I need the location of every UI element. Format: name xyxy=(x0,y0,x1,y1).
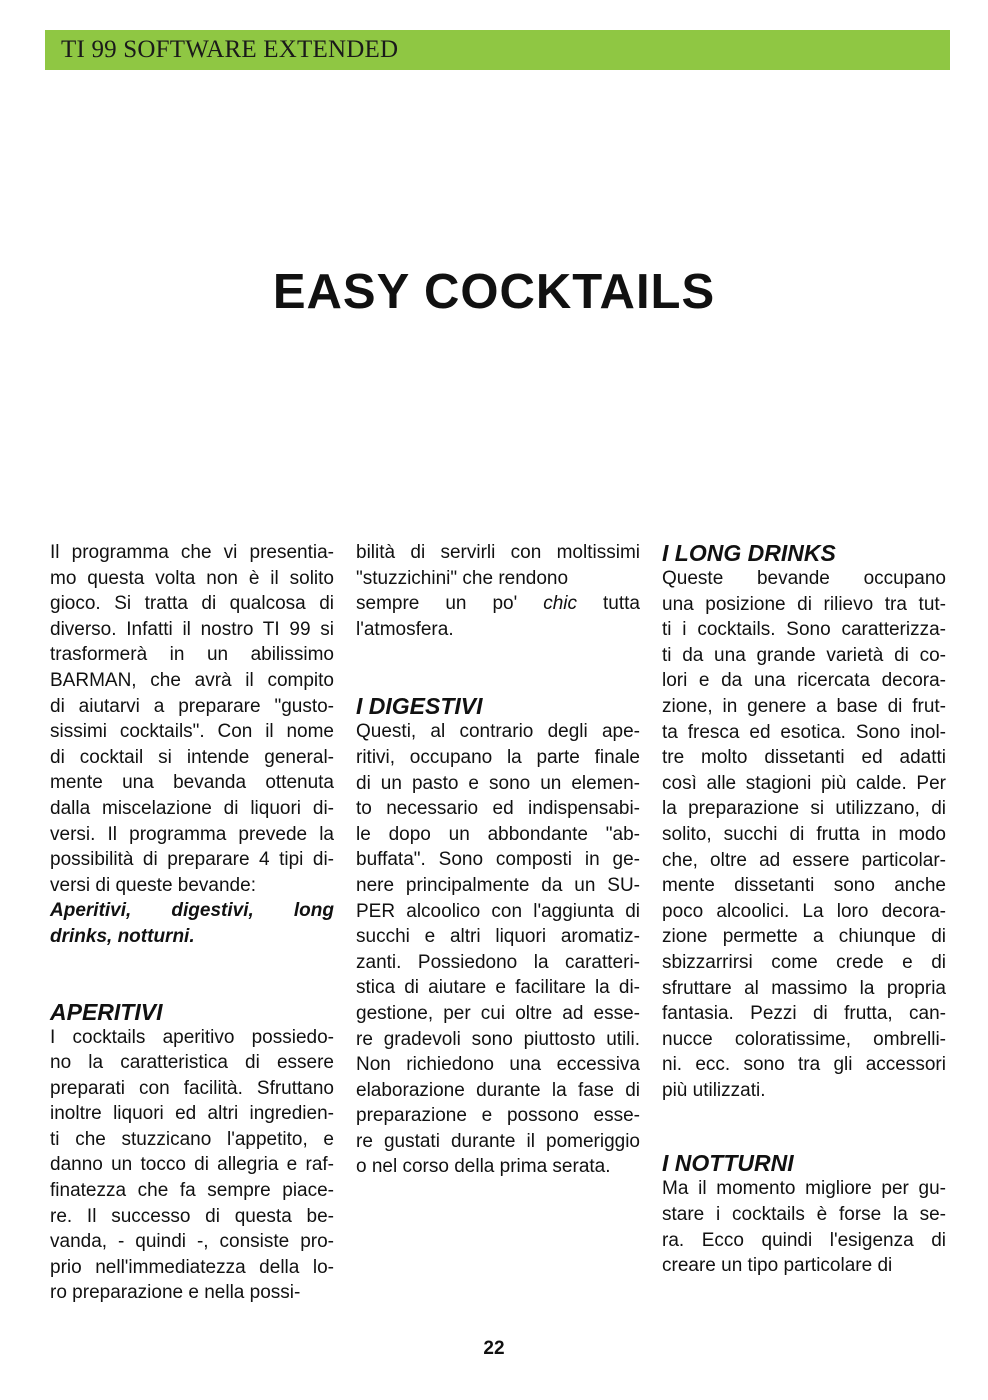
text-line: le dopo un abbondante "ab- xyxy=(356,823,640,845)
text-line: sbizzarrirsi come crede e di xyxy=(662,951,946,973)
text-line: versi di queste bevande: xyxy=(50,874,256,896)
text-line: finatezza che fa sempre piace- xyxy=(50,1180,334,1202)
text-line: re. Il successo di questa be- xyxy=(50,1205,334,1227)
text-line: no la caratteristica di essere xyxy=(50,1052,334,1074)
text-line: ti da una grande varietà di co- xyxy=(662,644,946,666)
text-line: diverso. Infatti il nostro TI 99 si xyxy=(50,618,334,640)
notturni-paragraph xyxy=(662,1176,946,1278)
text-line: nere principalmente da un SU- xyxy=(356,874,640,896)
text-line: ro preparazione e nella possi- xyxy=(50,1282,301,1304)
drink-types-line-2: drinks, notturni. xyxy=(50,925,195,947)
text-line: I cocktails aperitivo possiedo- xyxy=(50,1026,334,1048)
continued-last-line: l'atmosfera. xyxy=(356,618,454,640)
long-drinks-heading: I LONG DRINKS xyxy=(662,540,836,566)
text-line: ritivi, occupano la parte finale xyxy=(356,746,640,768)
text-line: gioco. Si tratta di qualcosa di xyxy=(50,593,334,615)
text-line: Il programma che vi presentia- xyxy=(50,542,334,563)
text-line: creare un tipo particolare di xyxy=(662,1255,893,1277)
text-line: Ma il momento migliore per gu- xyxy=(662,1178,946,1200)
text-line: sfruttare al massimo la propria xyxy=(662,977,946,999)
text-line: ti che stuzzicano l'appetito, e xyxy=(50,1128,334,1150)
text-line: prio nell'immediatezza della lo- xyxy=(50,1256,334,1278)
text-line: più utilizzati. xyxy=(662,1079,766,1101)
text-line: trasformerà in un abilissimo xyxy=(50,644,334,666)
text-line: stare i cocktails è forse la se- xyxy=(662,1204,946,1226)
text-line: danno un tocco di allegria e raf- xyxy=(50,1154,334,1176)
text-line: elaborazione durante la fase di xyxy=(356,1079,640,1101)
text-line: zione, in genere a base di frut- xyxy=(662,695,946,717)
text-line: sissimi cocktails". Con il nome xyxy=(50,721,334,743)
chic-line-before: sempre un po' xyxy=(356,593,544,615)
text-line: BARMAN, che avrà il compito xyxy=(50,669,334,691)
text-line: di aiutarvi a preparare "gusto- xyxy=(50,695,334,717)
text-line: nucce coloratissime, ombrelli- xyxy=(662,1028,946,1050)
text-line: poco alcoolici. La loro decora- xyxy=(662,900,946,922)
page-number: 22 xyxy=(483,1338,505,1359)
text-line: to necessario ed indispensabi- xyxy=(356,798,640,820)
text-line: zione permette a chiunque di xyxy=(662,926,946,948)
text-line: buffata". Sono composti in ge- xyxy=(356,849,640,871)
text-line: mo questa volta non è il solito xyxy=(50,567,334,589)
text-line: re gustati durante il pomeriggio xyxy=(356,1130,640,1152)
text-line: solito, succhi di frutta in modo xyxy=(662,823,946,845)
text-line: preparazione e possono esse- xyxy=(356,1105,640,1127)
text-line: così alle stagioni più calde. Per xyxy=(662,772,946,794)
chic-word: chic xyxy=(543,593,578,615)
intro-paragraph xyxy=(50,540,334,898)
text-line: ni. ecc. sono tra gli accessori xyxy=(662,1054,946,1076)
chic-line-after: tutta xyxy=(577,593,640,615)
text-line: la preparazione si utilizzano, di xyxy=(662,798,946,820)
long-drinks-paragraph xyxy=(662,566,946,1103)
text-line: inoltre liquori ed altri ingredien- xyxy=(50,1103,334,1125)
text-line: dalla miscelazione di liquori di- xyxy=(50,797,334,819)
text-line: di un pasto e sono un elemen- xyxy=(356,772,640,794)
text-line: "stuzzichini" che rendono xyxy=(356,567,569,589)
column-1 xyxy=(50,540,334,1306)
digestivi-paragraph xyxy=(356,719,640,1180)
notturni-heading: I NOTTURNI xyxy=(662,1150,794,1177)
text-line: tre molto dissetanti ed adatti xyxy=(662,747,946,769)
text-line: re gradevoli sono piuttosto utili. xyxy=(356,1028,640,1050)
text-line: bilità di servirli con moltissimi xyxy=(356,542,640,563)
text-line: una posizione di rilievo tra tut- xyxy=(662,593,946,615)
text-line: mente dissetanti sono anche xyxy=(662,875,946,897)
chic-line xyxy=(356,591,640,617)
text-line: fantasia. Pezzi di frutta, can- xyxy=(662,1003,946,1025)
text-line: Queste bevande occupano xyxy=(662,568,946,589)
digestivi-heading: I DIGESTIVI xyxy=(356,693,483,720)
drink-types-line-1: Aperitivi, digestivi, long xyxy=(50,900,334,922)
text-line: zanti. Possiedono la caratteri- xyxy=(356,951,640,973)
text-line: ta fresca ed esotica. Sono inol- xyxy=(662,721,946,743)
text-line: stica di aiutare e facilitare la di- xyxy=(356,977,640,999)
text-line: di cocktail si intende general- xyxy=(50,746,334,768)
text-line: o nel corso della prima serata. xyxy=(356,1156,611,1178)
text-line: preparati con facilità. Sfruttano xyxy=(50,1077,334,1099)
text-line: gestione, per cui oltre ad esse- xyxy=(356,1002,640,1024)
column-2 xyxy=(356,540,640,1180)
text-line: versi. Il programma prevede la xyxy=(50,823,334,845)
text-line: Non richiedono una eccessiva xyxy=(356,1054,640,1076)
banner-text: TI 99 SOFTWARE EXTENDED xyxy=(61,36,399,63)
continued-paragraph xyxy=(356,540,640,591)
aperitivi-heading: APERITIVI xyxy=(50,998,163,1025)
text-line: vanda, - quindi -, consiste pro- xyxy=(50,1231,334,1253)
text-line: PER alcoolico con l'aggiunta di xyxy=(356,900,640,922)
text-line: ra. Ecco quindi l'esigenza di xyxy=(662,1229,946,1251)
text-line: possibilità di preparare 4 tipi di- xyxy=(50,849,334,871)
column-3 xyxy=(662,540,946,1279)
header-banner xyxy=(45,30,950,70)
text-line: Questi, al contrario degli ape- xyxy=(356,721,640,743)
text-line: che, oltre ad essere particolar- xyxy=(662,849,946,871)
text-line: ti i cocktails. Sono caratterizza- xyxy=(662,619,946,641)
text-line: lori e da una ricercata decora- xyxy=(662,670,946,692)
aperitivi-paragraph xyxy=(50,1025,334,1307)
text-line: succhi e altri liquori aromatiz- xyxy=(356,926,640,948)
text-line: mente una bevanda ottenuta xyxy=(50,772,334,794)
article-title: EASY COCKTAILS xyxy=(272,265,716,319)
